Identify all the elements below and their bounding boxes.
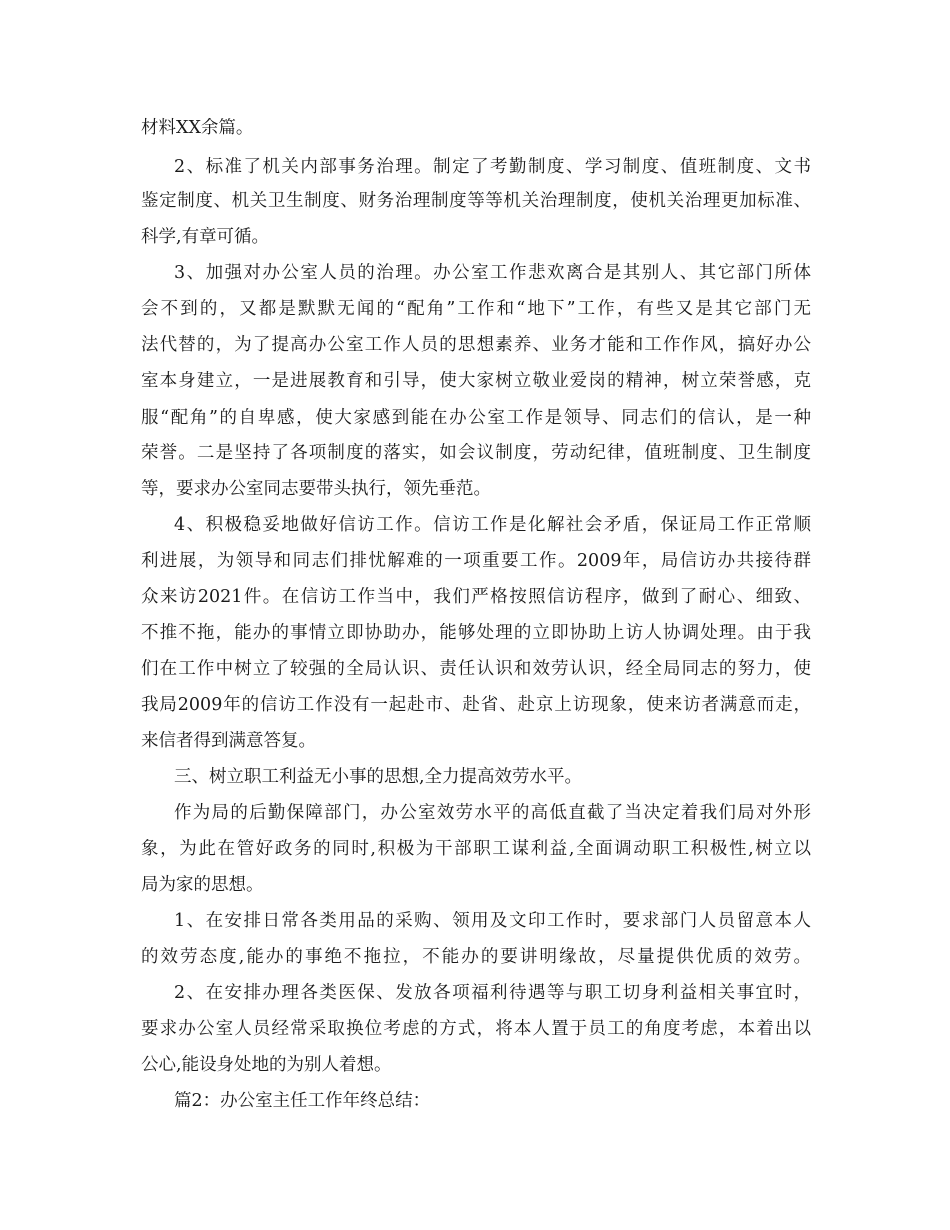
section-heading: 三、树立职工利益无小事的思想,全力提高效劳水平。 (174, 767, 583, 787)
text-line: 众来访2021件。在信访工作当中，我们严格按照信访程序，做到了耐心、细致、 (141, 587, 811, 607)
text-line: 等，要求办公室同志要带头执行，领先垂范。 (141, 479, 491, 499)
text-line: 的效劳态度,能办的事绝不拖拉，不能办的要讲明缘故，尽量提供优质的效劳。 (141, 947, 811, 967)
text-line: 室本身建立，一是进展教育和引导，使大家树立敬业爱岗的精神，树立荣誉感，克 (141, 371, 811, 391)
text-line: 荣誉。二是坚持了各项制度的落实，如会议制度，劳动纪律，值班制度、卫生制度 (141, 443, 811, 463)
text-line: 1、在安排日常各类用品的采购、领用及文印工作时，要求部门人员留意本人 (174, 911, 811, 931)
text-line: 要求办公室人员经常采取换位考虑的方式，将本人置于员工的角度考虑，本着出以 (141, 1019, 811, 1039)
text-line: 来信者得到满意答复。 (141, 731, 316, 751)
text-line: 2、在安排办理各类医保、发放各项福利待遇等与职工切身利益相关事宜时， (174, 983, 811, 1003)
text-line: 2、标准了机关内部事务治理。制定了考勤制度、学习制度、值班制度、文书 (174, 157, 811, 177)
text-line: 不推不拖，能办的事情立即协助办，能够处理的立即协助上访人协调处理。由于我 (141, 623, 811, 643)
text-line: 法代替的，为了提高办公室工作人员的思想素养、业务才能和工作作风，搞好办公 (141, 335, 811, 355)
text-line: 4、积极稳妥地做好信访工作。信访工作是化解社会矛盾，保证局工作正常顺 (174, 515, 811, 535)
section-heading: 篇2：办公室主任工作年终总结： (174, 1091, 431, 1111)
text-line: 服“配角”的自卑感，使大家感到能在办公室工作是领导、同志们的信认，是一种 (141, 408, 811, 428)
text-line: 3、加强对办公室人员的治理。办公室工作悲欢离合是其别人、其它部门所体 (174, 263, 811, 283)
text-line: 我局2009年的信访工作没有一起赴市、赴省、赴京上访现象，使来访者满意而走， (141, 695, 811, 715)
text-line: 象，为此在管好政务的同时,积极为干部职工谋利益,全面调动职工积极性,树立以 (141, 839, 811, 859)
text-line: 公心,能设身处地的为别人着想。 (141, 1055, 392, 1075)
text-line: 局为家的思想。 (141, 875, 264, 895)
text-line: 鉴定制度、机关卫生制度、财务治理制度等等机关治理制度，使机关治理更加标准、 (141, 191, 811, 211)
text-line: 利进展，为领导和同志们排忧解难的一项重要工作。2009年，局信访办共接待群 (141, 551, 811, 571)
text-line: 科学,有章可循。 (141, 227, 270, 247)
text-line: 们在工作中树立了较强的全局认识、责任认识和效劳认识，经全局同志的努力，使 (141, 659, 811, 679)
text-line: 作为局的后勤保障部门，办公室效劳水平的高低直截了当决定着我们局对外形 (174, 803, 811, 823)
text-line: 会不到的，又都是默默无闻的“配角”工作和“地下”工作，有些又是其它部门无 (141, 299, 811, 319)
text-line: 材料XX余篇。 (141, 118, 254, 138)
